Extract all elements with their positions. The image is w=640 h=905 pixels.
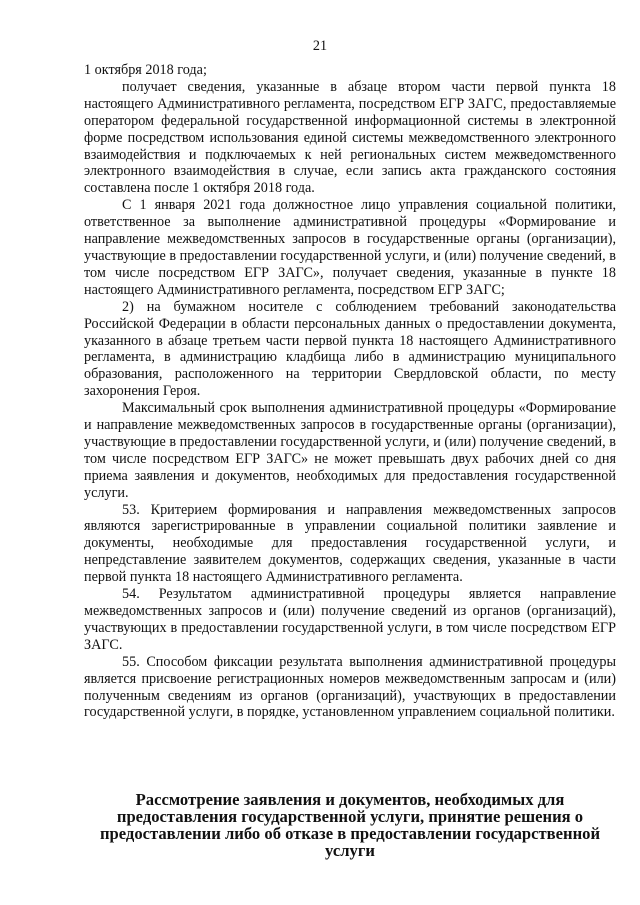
paragraph-from-2021: С 1 января 2021 года должностное лицо управления социальной политики, ответственное за выполнение административной процедуры «Формирование и направление межведомственных запросов в государственные органы (организации), участвующие в предоставлении государственной услуги, и (или) получение сведений, в том числе посредством ЕГР ЗАГС», получает сведения, указанные в пункте 18 настоящего Административного регламента, посредством ЕГР ЗАГС; — [84, 197, 616, 298]
body-text — [84, 62, 616, 721]
paragraph-paper-medium: 2) на бумажном носителе с соблюдением требований законодательства Российской Федерации в области персональных данных о предоставлении документа, указанного в абзаце третьем части первой пункта 18 настоящего Административного регламента, в администрацию кладбища либо в администрацию муниципального образования, расположенного на территории Свердловской области, по месту захоронения Героя. — [84, 298, 616, 400]
paragraph-54: 54. Результатом административной процедуры является направление межведомственных запросов и (или) получение сведений из органов (организаций), участвующих в предоставлении государственной услуги, в том числе посредством ЕГР ЗАГС. — [84, 586, 616, 653]
paragraph-continuation: 1 октября 2018 года; — [84, 62, 207, 78]
paragraph-53: 53. Критерием формирования и направления межведомственных запросов являются зарегистрированные в управлении социальной политики заявление и документы, необходимые для предоставления государственной услуги, и непредставление заявителем документов, содержащих сведения, указанные в части первой пункта 18 настоящего Административного регламента. — [84, 501, 616, 586]
section-heading: Рассмотрение заявления и документов, необходимых для предоставления государственной услуги, принятие решения о предоставлении либо об отказе в предоставлении государственной услуги — [99, 790, 601, 860]
paragraph-egr-zags-info: получает сведения, указанные в абзаце втором части первой пункта 18 настоящего Административного регламента, посредством ЕГР ЗАГС, предоставляемые оператором федеральной государственной информационной системы в электронной форме посредством использования единой системы межведомственного электронного взаимодействия и подключаемых к ней региональных систем межведомственного электронного взаимодействия в случае, если запись акта гражданского состояния составлена после 1 октября 2018 года. — [84, 78, 616, 197]
paragraph-55: 55. Способом фиксации результата выполнения административной процедуры является присвоение регистрационных номеров межведомственным запросам и (или) полученным сведениям из органов (организаций), участвующих в предоставлении государственной услуги, в порядке, установленном управлением социальной политики. — [84, 653, 616, 721]
paragraph-max-term: Максимальный срок выполнения административной процедуры «Формирование и направление межведомственных запросов в государственные органы (организации), участвующие в предоставлении государственной услуги, и (или) получение сведений, в том числе посредством ЕГР ЗАГС» не может превышать двух рабочих дней со дня приема заявления и документов, необходимых для предоставления государственной услуги. — [84, 400, 616, 501]
page-number: 21 — [312, 38, 328, 54]
